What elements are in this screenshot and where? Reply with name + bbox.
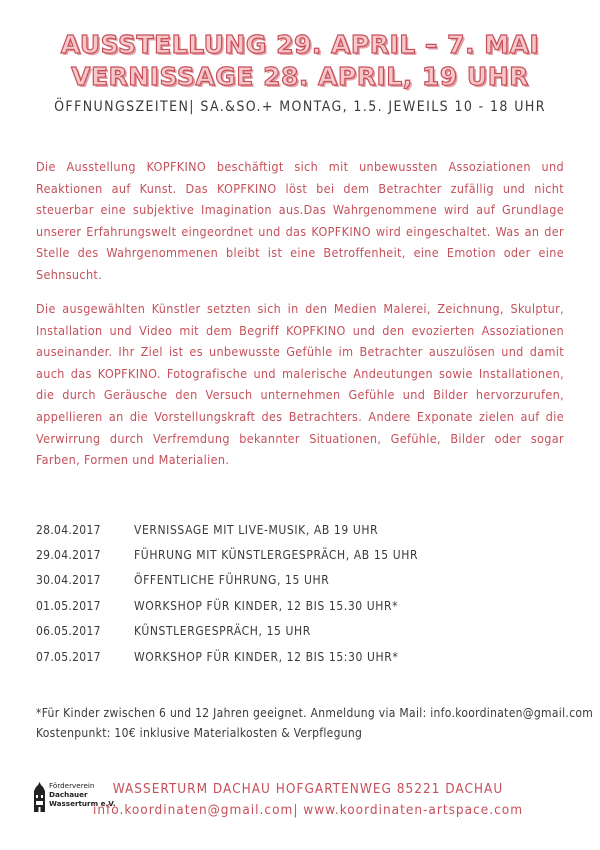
schedule-event: WORKSHOP FÜR KINDER, 12 BIS 15:30 UHR* xyxy=(134,649,399,664)
workshop-note xyxy=(36,703,594,743)
venue-address: WASSERTURM DACHAU HOFGARTENWEG 85221 DACHAU xyxy=(112,781,504,797)
schedule-date: 06.05.2017 xyxy=(36,624,101,639)
schedule-date: 07.05.2017 xyxy=(36,649,101,664)
schedule-event: ÖFFENTLICHE FÜHRUNG, 15 UHR xyxy=(134,573,330,588)
event-schedule xyxy=(36,517,564,669)
exhibition-dates-headline: AUSSTELLUNG 29. APRIL – 7. MAI xyxy=(60,30,540,59)
schedule-date: 28.04.2017 xyxy=(36,522,101,537)
schedule-date: 01.05.2017 xyxy=(36,598,101,613)
schedule-event: KÜNSTLERGESPRÄCH, 15 UHR xyxy=(134,624,311,639)
schedule-row xyxy=(36,517,564,542)
schedule-row xyxy=(36,619,564,644)
schedule-row xyxy=(36,542,564,567)
workshop-note-line: *Für Kinder zwischen 6 und 12 Jahren geeignet. Anmeldung via Mail: info.koordinaten@gmail.com xyxy=(36,706,594,720)
schedule-row xyxy=(36,568,564,593)
schedule-date: 29.04.2017 xyxy=(36,548,101,563)
logo-line: Förderverein xyxy=(49,781,95,790)
schedule-row xyxy=(36,644,564,669)
schedule-row xyxy=(36,593,564,618)
schedule-event: FÜHRUNG MIT KÜNSTLERGESPRÄCH, AB 15 UHR xyxy=(134,548,419,563)
artists-paragraph: Die ausgewählten Künstler setzten sich in den Medien Malerei, Zeichnung, Skulptur, Installation und Video mit dem Begriff KOPFKINO und den evozierten Assoziationen auseinander. Ihr Ziel ist es unbewusste Gefühle im Betrachter auszulösen und damit auch das KOPFKINO. Fotografische und malerische Andeutungen sowie Installationen, die durch Geräusche den Versuch unternehmen Gefühle und Bilder hervorzurufen, appellieren an die Vorstellungskraft des Betrachters. Andere Exponate zielen auf die Verwirrung durch Verfremdung bekannter Situationen, Gefühle, Bilder oder sogar Farben, Formen und Materialien. xyxy=(36,301,564,468)
contact-line: info.koordinaten@gmail.com| www.koordinaten-artspace.com xyxy=(92,802,524,818)
schedule-event: VERNISSAGE MIT LIVE-MUSIK, AB 19 UHR xyxy=(134,522,379,537)
schedule-event: WORKSHOP FÜR KINDER, 12 BIS 15.30 UHR* xyxy=(134,598,399,613)
logo-line: Wasserturm e.V. xyxy=(49,798,116,808)
opening-hours: ÖFFNUNGSZEITEN| SA.&SO.+ MONTAG, 1.5. JEWEILS 10 - 18 UHR xyxy=(54,99,546,115)
intro-paragraph: Die Ausstellung KOPFKINO beschäftigt sich mit unbewussten Assoziationen und Reaktionen auf Kunst. Das KOPFKINO löst bei dem Betrachter zufällig und nicht steuerbar eine subjektive Imagination aus.Das Wahrgenommene wird auf Grundlage unserer Erfahrungswelt eingeordnet und das KOPFKINO wird eingeschaltet. Was an der Stelle des Wahrgenommenen bleibt ist eine Betroffenheit, eine Emotion oder eine Sehnsucht. xyxy=(36,159,564,282)
workshop-price-line: Kostenpunkt: 10€ inklusive Materialkosten & Verpflegung xyxy=(36,726,363,740)
vernissage-headline: VERNISSAGE 28. APRIL, 19 UHR xyxy=(71,62,529,91)
logo-line: Dachauer xyxy=(49,789,88,799)
schedule-date: 30.04.2017 xyxy=(36,573,101,588)
